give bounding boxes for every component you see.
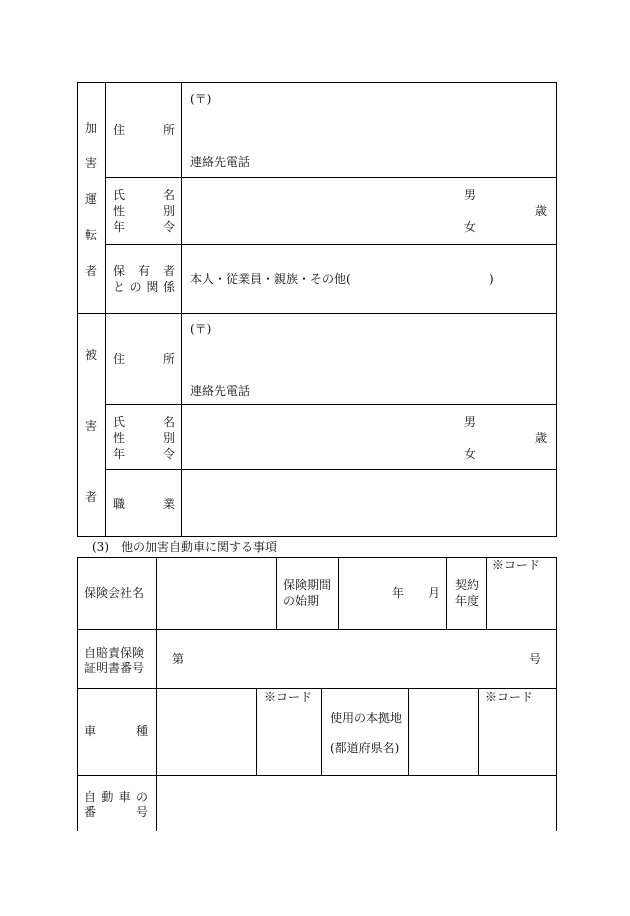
victim-age-unit: 歳 bbox=[535, 431, 548, 445]
offender-name-label: 氏 名 bbox=[113, 188, 175, 202]
year-unit: 年 bbox=[392, 586, 405, 600]
offender-relation-options[interactable]: 本人・従業員・親族・その他( bbox=[190, 272, 351, 286]
section3-heading: (3) 他の加害自動車に関する事項 bbox=[92, 540, 277, 554]
offender-age-unit: 歳 bbox=[535, 204, 548, 218]
rule-top bbox=[77, 82, 556, 83]
rule-s3-r3-b bbox=[321, 688, 322, 775]
car-number-label-2: 番 号 bbox=[84, 805, 148, 819]
period-start-label-2: の始期 bbox=[283, 594, 320, 608]
rule-s3-r1-c bbox=[446, 557, 447, 629]
rule-s3-row2 bbox=[77, 688, 556, 689]
code-label-3: ※コード bbox=[485, 690, 534, 704]
month-unit: 月 bbox=[428, 586, 441, 600]
rule-label-divider bbox=[181, 82, 182, 537]
rule-s3-r1-d bbox=[486, 557, 487, 629]
rule-s3-row1 bbox=[77, 629, 556, 630]
contract-year-label-2: 年度 bbox=[455, 594, 480, 608]
rule-s3-r1-a bbox=[276, 557, 277, 629]
victim-name-label: 氏 名 bbox=[113, 415, 175, 429]
rule-s3-label-divider bbox=[156, 557, 157, 831]
rule-victim-bottom bbox=[77, 536, 556, 537]
contract-year-label: 契約 bbox=[455, 578, 480, 592]
rule-s3-right bbox=[556, 557, 557, 831]
base-location-label-2: (都道府県名) bbox=[330, 741, 400, 755]
victim-postal-mark: (〒) bbox=[190, 322, 212, 336]
rule-s3-row3 bbox=[77, 775, 556, 776]
offender-relation-close: ) bbox=[489, 272, 494, 286]
offender-address-label: 住 所 bbox=[113, 123, 175, 137]
offender-male-option[interactable]: 男 bbox=[464, 188, 477, 202]
rule-s3-top bbox=[77, 557, 556, 558]
victim-contact-label: 連絡先電話 bbox=[190, 384, 251, 398]
offender-gender-label: 性 別 bbox=[113, 204, 175, 218]
rule-group-divider bbox=[105, 82, 106, 537]
car-number-label: 自 動 車 の bbox=[84, 790, 148, 804]
offender-contact-label: 連絡先電話 bbox=[190, 155, 251, 169]
cert-suffix: 号 bbox=[529, 652, 542, 666]
victim-male-option[interactable]: 男 bbox=[464, 415, 477, 429]
cert-prefix: 第 bbox=[172, 652, 185, 666]
offender-postal-mark: (〒) bbox=[190, 92, 212, 106]
rule-s3-r1-b bbox=[338, 557, 339, 629]
offender-age-label: 年 令 bbox=[113, 220, 175, 234]
rule-s3-r3-a bbox=[256, 688, 257, 775]
rule-offender-address-bottom bbox=[105, 177, 556, 178]
offender-female-option[interactable]: 女 bbox=[464, 220, 477, 234]
code-label-1: ※コード bbox=[492, 558, 541, 572]
rule-victim-address-bottom bbox=[105, 404, 556, 405]
offender-relation-label-2: と の 関 係 bbox=[113, 280, 175, 294]
insurer-label: 保険会社名 bbox=[84, 586, 145, 600]
base-location-label: 使用の本拠地 bbox=[330, 711, 403, 725]
victim-gender-label: 性 別 bbox=[113, 431, 175, 445]
rule-victim-name-bottom bbox=[105, 469, 556, 470]
cert-number-label: 自賠責保険 bbox=[84, 646, 145, 660]
victim-occupation-label: 職 業 bbox=[113, 497, 175, 511]
vehicle-type-label: 車 種 bbox=[84, 724, 148, 738]
rule-right bbox=[556, 82, 557, 537]
rule-left bbox=[77, 82, 78, 537]
victim-age-label: 年 令 bbox=[113, 447, 175, 461]
period-start-label: 保険期間 bbox=[283, 578, 332, 592]
rule-s3-r3-d bbox=[478, 688, 479, 775]
victim-address-label: 住 所 bbox=[113, 352, 175, 366]
code-label-2: ※コード bbox=[264, 690, 313, 704]
rule-s3-left bbox=[77, 557, 78, 831]
cert-number-label-2: 証明書番号 bbox=[84, 661, 145, 675]
rule-offender-bottom bbox=[77, 313, 556, 314]
rule-offender-name-bottom bbox=[105, 244, 556, 245]
rule-s3-r3-c bbox=[408, 688, 409, 775]
victim-female-option[interactable]: 女 bbox=[464, 447, 477, 461]
offender-relation-label: 保 有 者 bbox=[113, 264, 175, 278]
